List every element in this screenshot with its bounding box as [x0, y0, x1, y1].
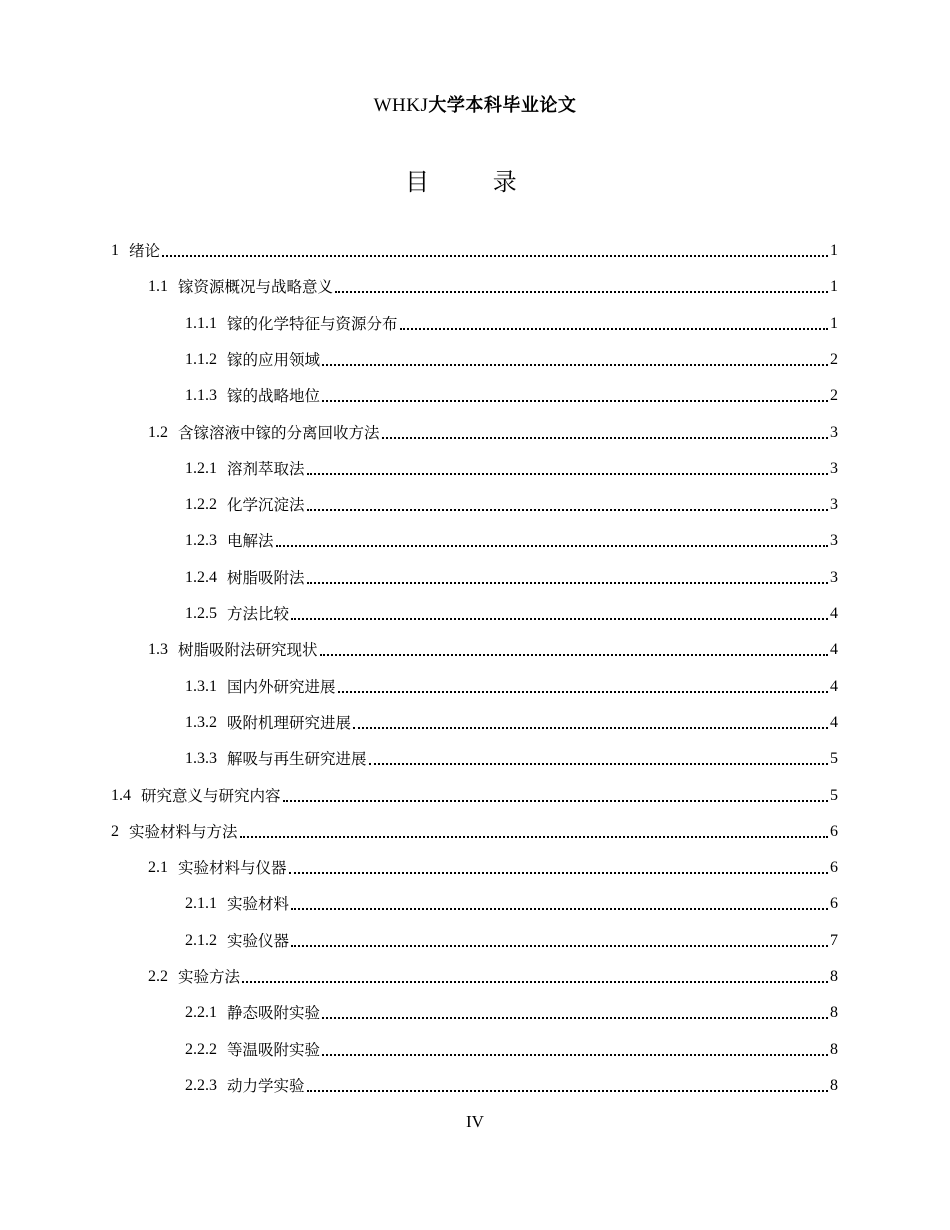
toc-entry-label: 静态吸附实验 — [227, 1004, 321, 1023]
toc-entry-page: 1 — [830, 278, 838, 296]
toc-entry-page: 2 — [830, 350, 838, 368]
toc-entry-number: 1.3.2 — [185, 713, 217, 731]
toc-entry-label: 实验方法 — [178, 968, 241, 986]
toc-dot-leader — [322, 399, 828, 402]
toc-entry-number: 2.2.2 — [185, 1040, 217, 1058]
running-header — [0, 91, 950, 117]
toc-entry-page: 8 — [830, 1004, 838, 1022]
toc-entry[interactable] — [185, 588, 838, 624]
toc-entry[interactable] — [185, 552, 838, 588]
toc-dot-leader — [320, 653, 828, 656]
page-title: 目 录 — [405, 168, 545, 196]
toc-entry-label: 镓的战略地位 — [227, 387, 321, 406]
toc-entry-number: 2 — [111, 822, 119, 840]
toc-dot-leader — [335, 290, 828, 293]
toc-entry-label: 含镓溶液中镓的分离回收方法 — [178, 423, 380, 442]
toc-entry-label: 电解法 — [227, 532, 274, 551]
toc-entry-label: 化学沉淀法 — [227, 496, 305, 515]
toc-entry-number: 1.1.2 — [185, 350, 217, 368]
toc-entry-label: 溶剂萃取法 — [227, 459, 305, 478]
toc-entry-page: 1 — [830, 314, 838, 332]
toc-dot-leader — [162, 254, 828, 257]
toc-dot-leader — [242, 980, 828, 983]
toc-entry-number: 1.2 — [148, 423, 168, 441]
toc-entry[interactable] — [185, 298, 838, 334]
toc-entry-number: 2.1.2 — [185, 931, 217, 949]
toc-dot-leader — [338, 690, 828, 693]
toc-dot-leader — [322, 1053, 828, 1056]
toc-entry-number: 1.2.2 — [185, 496, 217, 514]
toc-entry[interactable] — [148, 951, 838, 987]
toc-entry[interactable] — [185, 334, 838, 370]
toc-dot-leader — [353, 726, 828, 729]
toc-entry-label: 树脂吸附法 — [227, 568, 305, 587]
toc-entry-number: 1.1 — [148, 278, 168, 296]
toc-entry[interactable] — [111, 806, 838, 842]
toc-entry-page: 3 — [830, 423, 838, 441]
toc-entry[interactable] — [185, 733, 838, 769]
header-code: WHKJ — [373, 95, 429, 116]
toc-dot-leader — [289, 871, 828, 874]
toc-entry[interactable] — [185, 370, 838, 406]
toc-entry-number: 1.2.1 — [185, 459, 217, 477]
header-name: 大学本科毕业论文 — [428, 95, 577, 116]
toc-entry[interactable] — [185, 915, 838, 951]
toc-entry-number: 1.2.5 — [185, 605, 217, 622]
toc-entry[interactable] — [111, 225, 838, 261]
toc-entry-number: 2.1.1 — [185, 895, 217, 913]
toc-entry-page: 5 — [830, 786, 838, 804]
toc-dot-leader — [276, 544, 828, 547]
toc-entry-number: 1.1.3 — [185, 387, 217, 405]
toc-entry-label: 方法比较 — [227, 605, 290, 623]
toc-entry-page: 4 — [830, 605, 838, 622]
toc-dot-leader — [307, 472, 828, 475]
toc-entry[interactable] — [148, 624, 838, 660]
toc-dot-leader — [382, 436, 828, 439]
toc-entry-label: 镓的化学特征与资源分布 — [227, 314, 398, 333]
toc-dot-leader — [291, 907, 828, 910]
toc-entry-number: 1.1.1 — [185, 314, 217, 332]
toc-dot-leader — [322, 363, 828, 366]
toc-entry[interactable] — [148, 407, 838, 443]
toc-entry-number: 1.3.3 — [185, 750, 217, 768]
toc-entry[interactable] — [148, 261, 838, 297]
page-number: IV — [466, 1112, 484, 1131]
toc-entry-number: 2.2.1 — [185, 1004, 217, 1022]
toc-entry-label: 树脂吸附法研究现状 — [178, 641, 318, 660]
toc-entry[interactable] — [148, 842, 838, 878]
toc-entry-page: 3 — [830, 568, 838, 586]
toc-dot-leader — [291, 617, 828, 620]
toc-entry-page: 6 — [830, 822, 838, 840]
toc-entry-page: 8 — [830, 1076, 838, 1094]
toc-entry-label: 国内外研究进展 — [227, 677, 336, 696]
toc-entry-page: 4 — [830, 713, 838, 731]
toc-entry[interactable] — [185, 443, 838, 479]
toc-entry-page: 5 — [830, 750, 838, 768]
toc-entry-page: 3 — [830, 459, 838, 477]
toc-entry-number: 1.4 — [111, 786, 131, 804]
toc-entry-number: 1.3.1 — [185, 677, 217, 695]
toc-dot-leader — [307, 508, 828, 511]
toc-entry-label: 吸附机理研究进展 — [227, 713, 352, 732]
toc-entry-label: 镓资源概况与战略意义 — [178, 278, 334, 297]
toc-entry-label: 实验仪器 — [227, 931, 290, 950]
toc-dot-leader — [322, 1016, 828, 1019]
toc-entry-number: 2.2 — [148, 968, 168, 985]
toc-entry-label: 研究意义与研究内容 — [141, 786, 281, 805]
toc-dot-leader — [291, 944, 828, 947]
toc-dot-leader — [400, 327, 828, 330]
toc-entry-page: 3 — [830, 496, 838, 514]
toc-entry-page: 6 — [830, 859, 838, 877]
toc-entry-label: 等温吸附实验 — [227, 1040, 321, 1059]
toc-dot-leader — [283, 799, 828, 802]
toc-dot-leader — [307, 581, 828, 584]
toc-entry-number: 1.3 — [148, 641, 168, 659]
toc-entry-page: 3 — [830, 532, 838, 550]
toc-entry-number: 2.1 — [148, 859, 168, 877]
toc-entry[interactable] — [185, 987, 838, 1023]
toc-entry-page: 1 — [830, 242, 838, 259]
toc-entry[interactable] — [185, 515, 838, 551]
toc-entry-number: 1.2.3 — [185, 532, 217, 550]
toc-entry-number: 2.2.3 — [185, 1076, 217, 1094]
toc-entry-number: 1.2.4 — [185, 568, 217, 586]
toc-entry[interactable] — [185, 1024, 838, 1060]
toc-dot-leader — [240, 835, 828, 838]
toc-entry-page: 8 — [830, 1040, 838, 1058]
toc-entry[interactable] — [111, 770, 838, 806]
toc-entry-label: 镓的应用领域 — [227, 350, 321, 369]
toc-entry-label: 实验材料 — [227, 895, 290, 914]
toc-dot-leader — [369, 762, 828, 765]
toc-entry-label: 解吸与再生研究进展 — [227, 750, 367, 769]
toc-entry-page: 6 — [830, 895, 838, 913]
toc-entry-page: 4 — [830, 641, 838, 659]
toc-dot-leader — [307, 1089, 828, 1092]
toc-entry[interactable] — [185, 697, 838, 733]
toc-entry-label: 实验材料与方法 — [129, 822, 238, 841]
toc-entry-page: 2 — [830, 387, 838, 405]
toc-entry-label: 动力学实验 — [227, 1076, 305, 1095]
toc-entry[interactable] — [185, 479, 838, 515]
toc-entry-label: 绪论 — [129, 242, 161, 260]
toc-entry[interactable] — [185, 878, 838, 914]
toc-entry-label: 实验材料与仪器 — [178, 859, 287, 878]
toc-entry[interactable] — [185, 1060, 838, 1096]
toc-entry-page: 8 — [830, 968, 838, 985]
toc-entry-page: 4 — [830, 677, 838, 695]
toc-entry-number: 1 — [111, 242, 119, 259]
toc-entry[interactable] — [185, 661, 838, 697]
toc-entry-page: 7 — [830, 931, 838, 949]
